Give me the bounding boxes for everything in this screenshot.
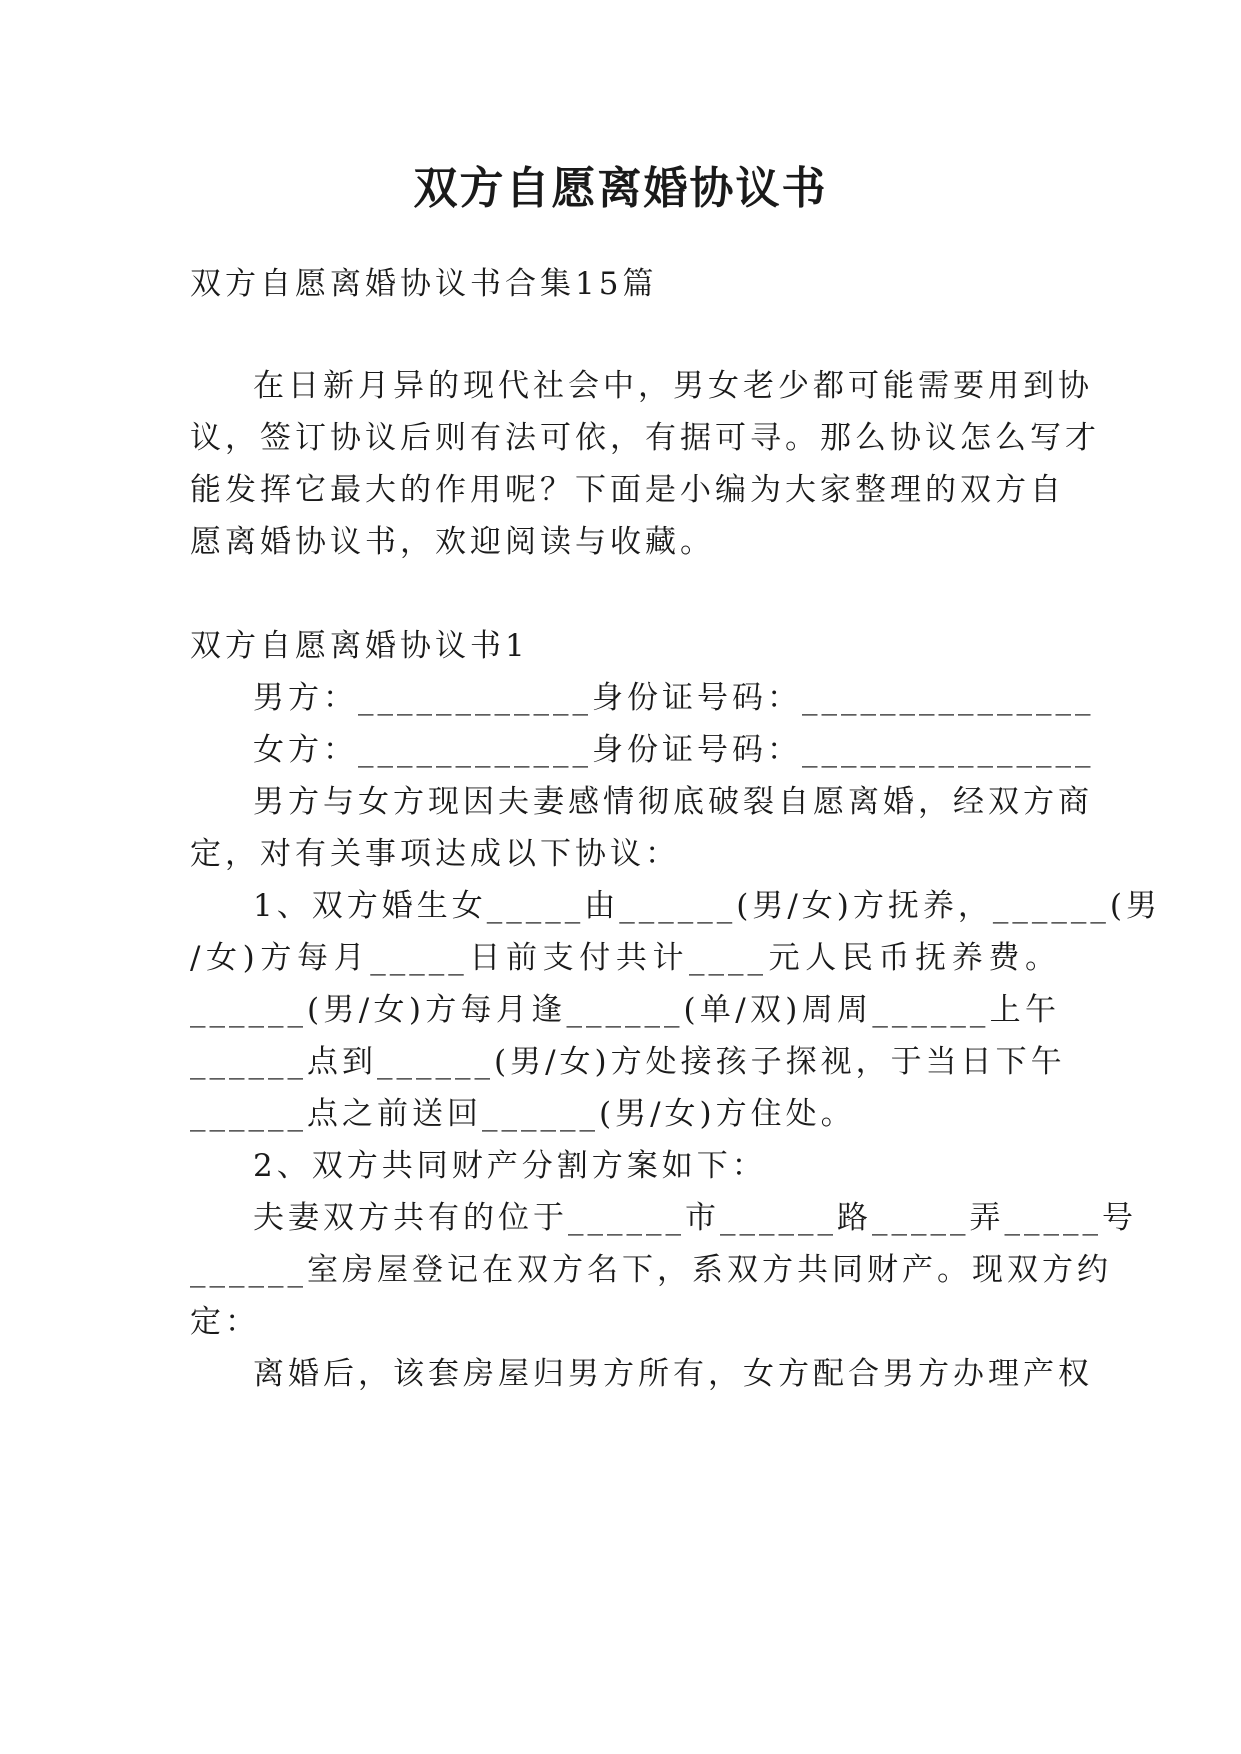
property-line-3: 定： [190,1304,260,1340]
property-line-1: 夫妻双方共有的位于______市______路_____弄_____号 [253,1200,1137,1236]
agreement-line-1: 男方与女方现因夫妻感情彻底破裂自愿离婚，经双方商 [253,784,1093,820]
clause2-heading: 2、双方共同财产分割方案如下： [253,1148,767,1184]
document-title: 双方自愿离婚协议书 [413,163,828,214]
clause1-line-4: ______点到______(男/女)方处接孩子探视，于当日下午 [190,1044,1066,1080]
agreement-line-2: 定，对有关事项达成以下协议： [190,836,680,872]
clause1-line-3: ______(男/女)方每月逢______(单/双)周周______上午 [190,992,1060,1028]
property-line-2: ______室房屋登记在双方名下，系双方共同财产。现双方约 [190,1252,1112,1288]
party-female-line: 女方：____________身份证号码：_______________ [253,732,1095,768]
clause1-line-2: /女)方每月_____日前支付共计____元人民币抚养费。 [190,940,1060,976]
party-male-line: 男方：____________身份证号码：_______________ [253,680,1095,716]
section-heading: 双方自愿离婚协议书1 [190,628,529,664]
intro-line-3: 能发挥它最大的作用呢？下面是小编为大家整理的双方自 [190,472,1065,508]
clause2-last-line: 离婚后，该套房屋归男方所有，女方配合男方办理产权 [253,1356,1093,1392]
collection-subtitle: 双方自愿离婚协议书合集15篇 [190,266,658,302]
clause1-line-5: ______点之前送回______(男/女)方住处。 [190,1096,856,1132]
clause1-line-1: 1、双方婚生女_____由______(男/女)方抚养，______(男 [253,888,1161,924]
intro-line-4: 愿离婚协议书，欢迎阅读与收藏。 [190,524,715,560]
intro-line-2: 议，签订协议后则有法可依，有据可寻。那么协议怎么写才 [190,420,1100,456]
intro-line-1: 在日新月异的现代社会中，男女老少都可能需要用到协 [253,368,1093,404]
